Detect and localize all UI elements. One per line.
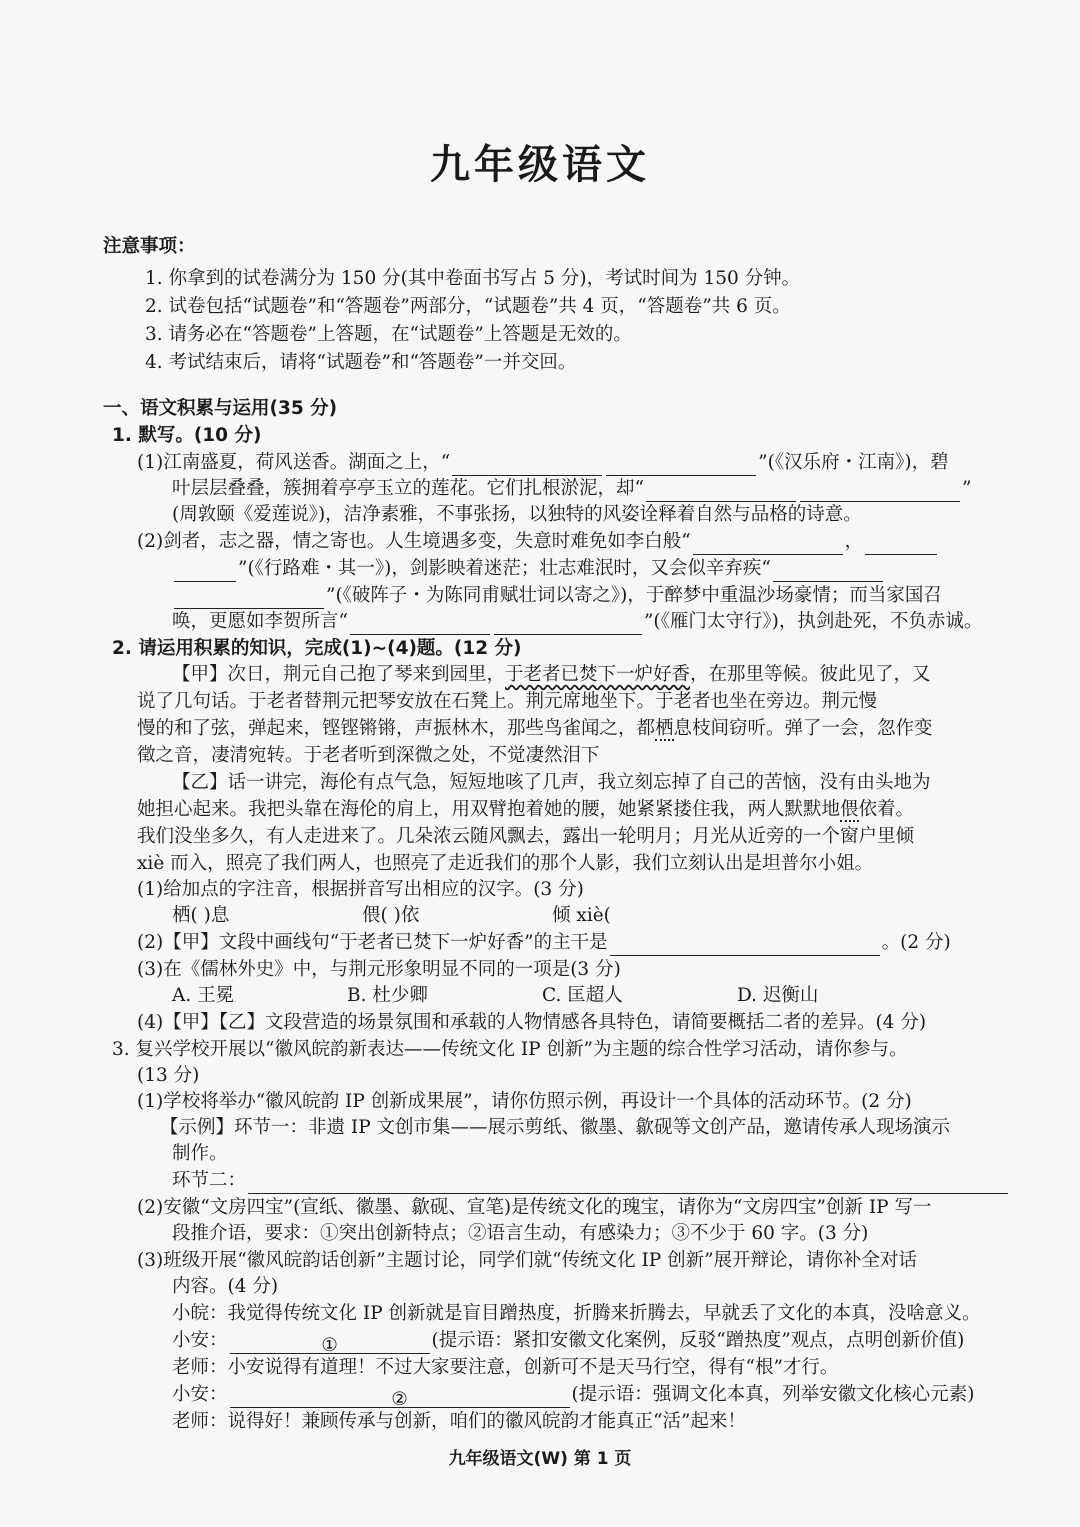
note-item-3: 3. 请务必在“答题卷”上答题，在“试题卷”上答题是无效的。 [145, 324, 632, 345]
q2-yi-line3: 我们没坐多久，有人走进来了。几朵浓云随风飘去，露出一轮明月；月光从近旁的一个窗户里倾 [137, 826, 915, 847]
dotted-char: 偎 [840, 799, 859, 820]
q1-p2-line4: 唤，更愿如李贺所言“ ”(《雁门太守行》)，执剑赴死，不负赤诚。 [172, 609, 982, 635]
q2-sub1-items [172, 903, 611, 929]
answer-blank[interactable] [606, 455, 756, 476]
answer-blank-1[interactable]: ① [230, 1333, 430, 1354]
dialogue-line-3: 老师：小安说得有道理！不过大家要注意，创新可不是天马行空，得有“根”才行。 [172, 1357, 839, 1378]
question-1-heading: 1. 默写。(10 分) [112, 425, 262, 446]
dialogue-line-1: 小皖：我觉得传统文化 IP 创新就是盲目蹭热度，折腾来折腾去，早就丢了文化的本真，没啥意义。 [172, 1303, 981, 1324]
q2-yi-line1: 【乙】话一讲完，海伦有点气急，短短地咳了几声，我立刻忘掉了自己的苦恼，没有由头地为 [172, 772, 931, 793]
q1-p2-line3: ”(《破阵子・为陈同甫赋壮词以寄之》)，于醉梦中重温沙场豪情；而当家国召 [172, 583, 942, 609]
option-a[interactable]: A. 王冕 [172, 985, 235, 1006]
answer-blank[interactable] [350, 614, 490, 635]
answer-blank[interactable] [248, 1173, 1008, 1194]
pinyin-item-3: 倾 xiè( [552, 905, 611, 926]
page-footer: 九年级语文(W) 第 1 页 [448, 1449, 632, 1469]
pinyin-item-1: 栖( )息 [172, 905, 230, 926]
option-d[interactable]: D. 迟衡山 [737, 985, 819, 1006]
q3-score: (13 分) [137, 1065, 200, 1086]
answer-blank[interactable] [800, 481, 960, 502]
answer-blank-2[interactable]: ② [230, 1387, 570, 1408]
answer-blank[interactable] [494, 614, 642, 635]
question-2-heading: 2. 请运用积累的知识，完成(1)~(4)题。(12 分) [112, 638, 522, 659]
q2-yi-line4: xiè 而入，照亮了我们两人，也照亮了走近我们的那个人影，我们立刻认出是坦普尔小姐。 [137, 853, 874, 874]
q2-jia-line1: 【甲】次日，荆元自己抱了琴来到园里，于老者已焚下一炉好香，在那里等候。彼此见了，又 [172, 664, 931, 685]
answer-blank[interactable] [452, 455, 602, 476]
q1-p1-line1: (1)江南盛夏，荷风送香。湖面之上，“ ”(《汉乐府・江南》)，碧 [137, 450, 949, 476]
dotted-char: 栖 [655, 718, 674, 739]
q3-sub3-line1: (3)班级开展“徽风皖韵话创新”主题讨论，同学们就“传统文化 IP 创新”展开辩论，请你补全对话 [137, 1250, 918, 1271]
q1-p1-line2: 叶层层叠叠，簇拥着亭亭玉立的莲花。它们扎根淤泥，却“ ” [172, 476, 971, 502]
answer-blank[interactable] [693, 534, 843, 555]
q3-example-line3: 环节二： [172, 1168, 1010, 1194]
answer-blank[interactable] [646, 481, 796, 502]
answer-blank[interactable] [174, 561, 236, 582]
q2-sub3: (3)在《儒林外史》中，与荆元形象明显不同的一项是(3 分) [137, 959, 621, 980]
note-item-1: 1. 你拿到的试卷满分为 150 分(其中卷面书写占 5 分)，考试时间为 150 分钟。 [145, 268, 801, 289]
q2-jia-line4: 徵之音，凄清宛转。于老者听到深微之处，不觉凄然泪下 [137, 745, 600, 766]
q2-sub4: (4)【甲】【乙】文段营造的场景氛围和承载的人物情感各具特色，请简要概括二者的差异。(4 分) [137, 1012, 927, 1033]
q1-p2-line1: (2)剑者，志之器，情之寄也。人生境遇多变，失意时难免如李白般“ ， [137, 529, 939, 555]
q3-sub2-line2: 段推介语，要求：①突出创新特点；②语言生动，有感染力；③不少于 60 字。(3 分) [172, 1223, 869, 1244]
q2-sub1: (1)给加点的字注音，根据拼音写出相应的汉字。(3 分) [137, 879, 584, 900]
pinyin-item-2: 偎( )依 [362, 905, 420, 926]
q3-sub2-line1: (2)安徽“文房四宝”(宣纸、徽墨、歙砚、宣笔)是传统文化的瑰宝，请你为“文房四宝”创新 IP 写一 [137, 1197, 932, 1218]
q1-p1-line3: (周敦颐《爱莲说》)，洁净素雅，不事张扬，以独特的风姿诠释着自然与品格的诗意。 [172, 504, 862, 525]
answer-blank[interactable] [865, 534, 937, 555]
notes-heading: 注意事项： [103, 236, 196, 257]
q2-options [172, 983, 907, 1009]
q2-jia-line2: 说了几句话。于老者替荆元把琴安放在石凳上。荆元席地坐下。于老者也坐在旁边。荆元慢 [137, 691, 878, 712]
dialogue-line-5: 老师：说得好！兼顾传承与创新，咱们的徽风皖韵才能真正“活”起来！ [172, 1411, 746, 1432]
answer-blank[interactable] [773, 561, 883, 582]
option-c[interactable]: C. 匡超人 [542, 985, 623, 1006]
q2-yi-line2: 她担心起来。我把头靠在海伦的肩上，用双臂抱着她的腰，她紧紧搂住我，两人默默地偎依着。 [137, 799, 915, 820]
underlined-sentence: 于老者已焚下一炉好香 [505, 664, 691, 685]
answer-blank[interactable] [174, 588, 324, 609]
page-title: 九年级语文 [430, 142, 650, 188]
section-heading: 一、语文积累与运用(35 分) [103, 398, 338, 419]
note-item-2: 2. 试卷包括“试题卷”和“答题卷”两部分，“试题卷”共 4 页，“答题卷”共 6 页。 [145, 296, 791, 317]
q3-example-line2: 制作。 [172, 1143, 228, 1164]
q1-p2-line2: ”(《行路难・其一》)，剑影映着迷茫；壮志难泯时，又会似辛弃疾“ [172, 556, 885, 582]
q2-jia-line3: 慢的和了弦，弹起来，铿铿锵锵，声振林木，那些鸟雀闻之，都栖息枝间窃听。弹了一会，忽作变 [137, 718, 933, 739]
dialogue-line-2: 小安： ① (提示语：紧扣安徽文化案例，反驳“蹭热度”观点，点明创新价值) [172, 1330, 965, 1356]
q3-sub3-line2: 内容。(4 分) [172, 1276, 279, 1297]
dialogue-line-4: 小安： ② (提示语：强调文化本真，列举安徽文化核心元素) [172, 1384, 975, 1410]
note-item-4: 4. 考试结束后，请将“试题卷”和“答题卷”一并交回。 [145, 352, 577, 373]
answer-blank[interactable] [610, 935, 880, 956]
q3-sub1: (1)学校将举办“徽风皖韵 IP 创新成果展”，请你仿照示例，再设计一个具体的活动环节。(2 分) [137, 1091, 912, 1112]
question-3-heading: 3. 复兴学校开展以“徽风皖韵新表达——传统文化 IP 创新”为主题的综合性学习活动，请你参与。 [112, 1039, 908, 1060]
option-b[interactable]: B. 杜少卿 [347, 985, 428, 1006]
q2-sub2: (2)【甲】文段中画线句“于老者已焚下一炉好香”的主干是 。(2 分) [137, 930, 951, 956]
q3-example-line1: 【示例】环节一：非遗 IP 文创市集——展示剪纸、徽墨、歙砚等文创产品，邀请传承人现场演示 [160, 1117, 951, 1138]
